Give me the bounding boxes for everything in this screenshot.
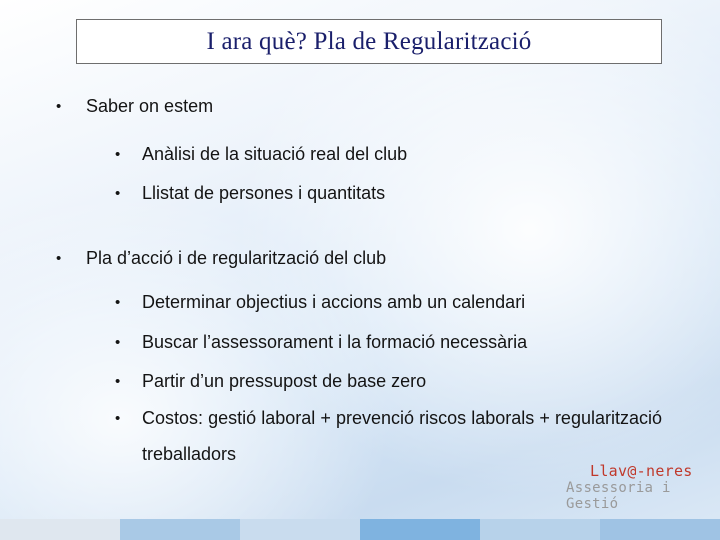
section-2-item-2: [115, 332, 528, 353]
slide-title-box: [76, 19, 662, 64]
bullet-icon: •: [115, 185, 121, 202]
section-1-item-1: [115, 144, 408, 165]
item-text: Llistat de persones i quantitats: [142, 183, 386, 203]
bullet-icon: •: [56, 98, 62, 115]
item-text: Anàlisi de la situació real del club: [142, 144, 408, 164]
item-text: Partir d’un pressupost de base zero: [142, 371, 427, 391]
footer-segment: [360, 519, 480, 540]
bullet-icon: •: [115, 146, 121, 163]
footer-segment: [480, 519, 600, 540]
footer-segment: [120, 519, 240, 540]
item-text: Buscar l’assessorament i la formació necessària: [142, 332, 528, 352]
logo-tagline: Assessoria i Gestió: [566, 480, 671, 512]
decorative-footer-bar: [0, 519, 720, 540]
item-text: Costos: gestió laboral + prevenció riscos laborals + regularització treballadors: [142, 408, 662, 464]
section-1-item-2: [115, 183, 386, 204]
item-text: Determinar objectius i accions amb un calendari: [142, 292, 526, 312]
section-2-item-1: [115, 292, 526, 313]
section-1-label: Saber on estem: [86, 96, 214, 116]
bullet-icon: •: [115, 294, 121, 311]
bullet-icon: •: [115, 334, 121, 351]
bullet-icon: •: [56, 250, 62, 267]
section-2-bullet: [56, 248, 387, 269]
section-1-bullet: [56, 96, 214, 117]
bullet-icon: •: [115, 373, 121, 390]
slide-title: I ara què? Pla de Regularització: [206, 27, 532, 55]
logo-name: Llav@-neres: [590, 462, 693, 480]
footer-segment: [0, 519, 120, 540]
company-logo: [566, 462, 706, 512]
section-2-item-3: [115, 371, 427, 392]
footer-segment: [240, 519, 360, 540]
bullet-icon: •: [115, 410, 121, 427]
section-2-label: Pla d’acció i de regularització del club: [86, 248, 387, 268]
footer-segment: [600, 519, 720, 540]
